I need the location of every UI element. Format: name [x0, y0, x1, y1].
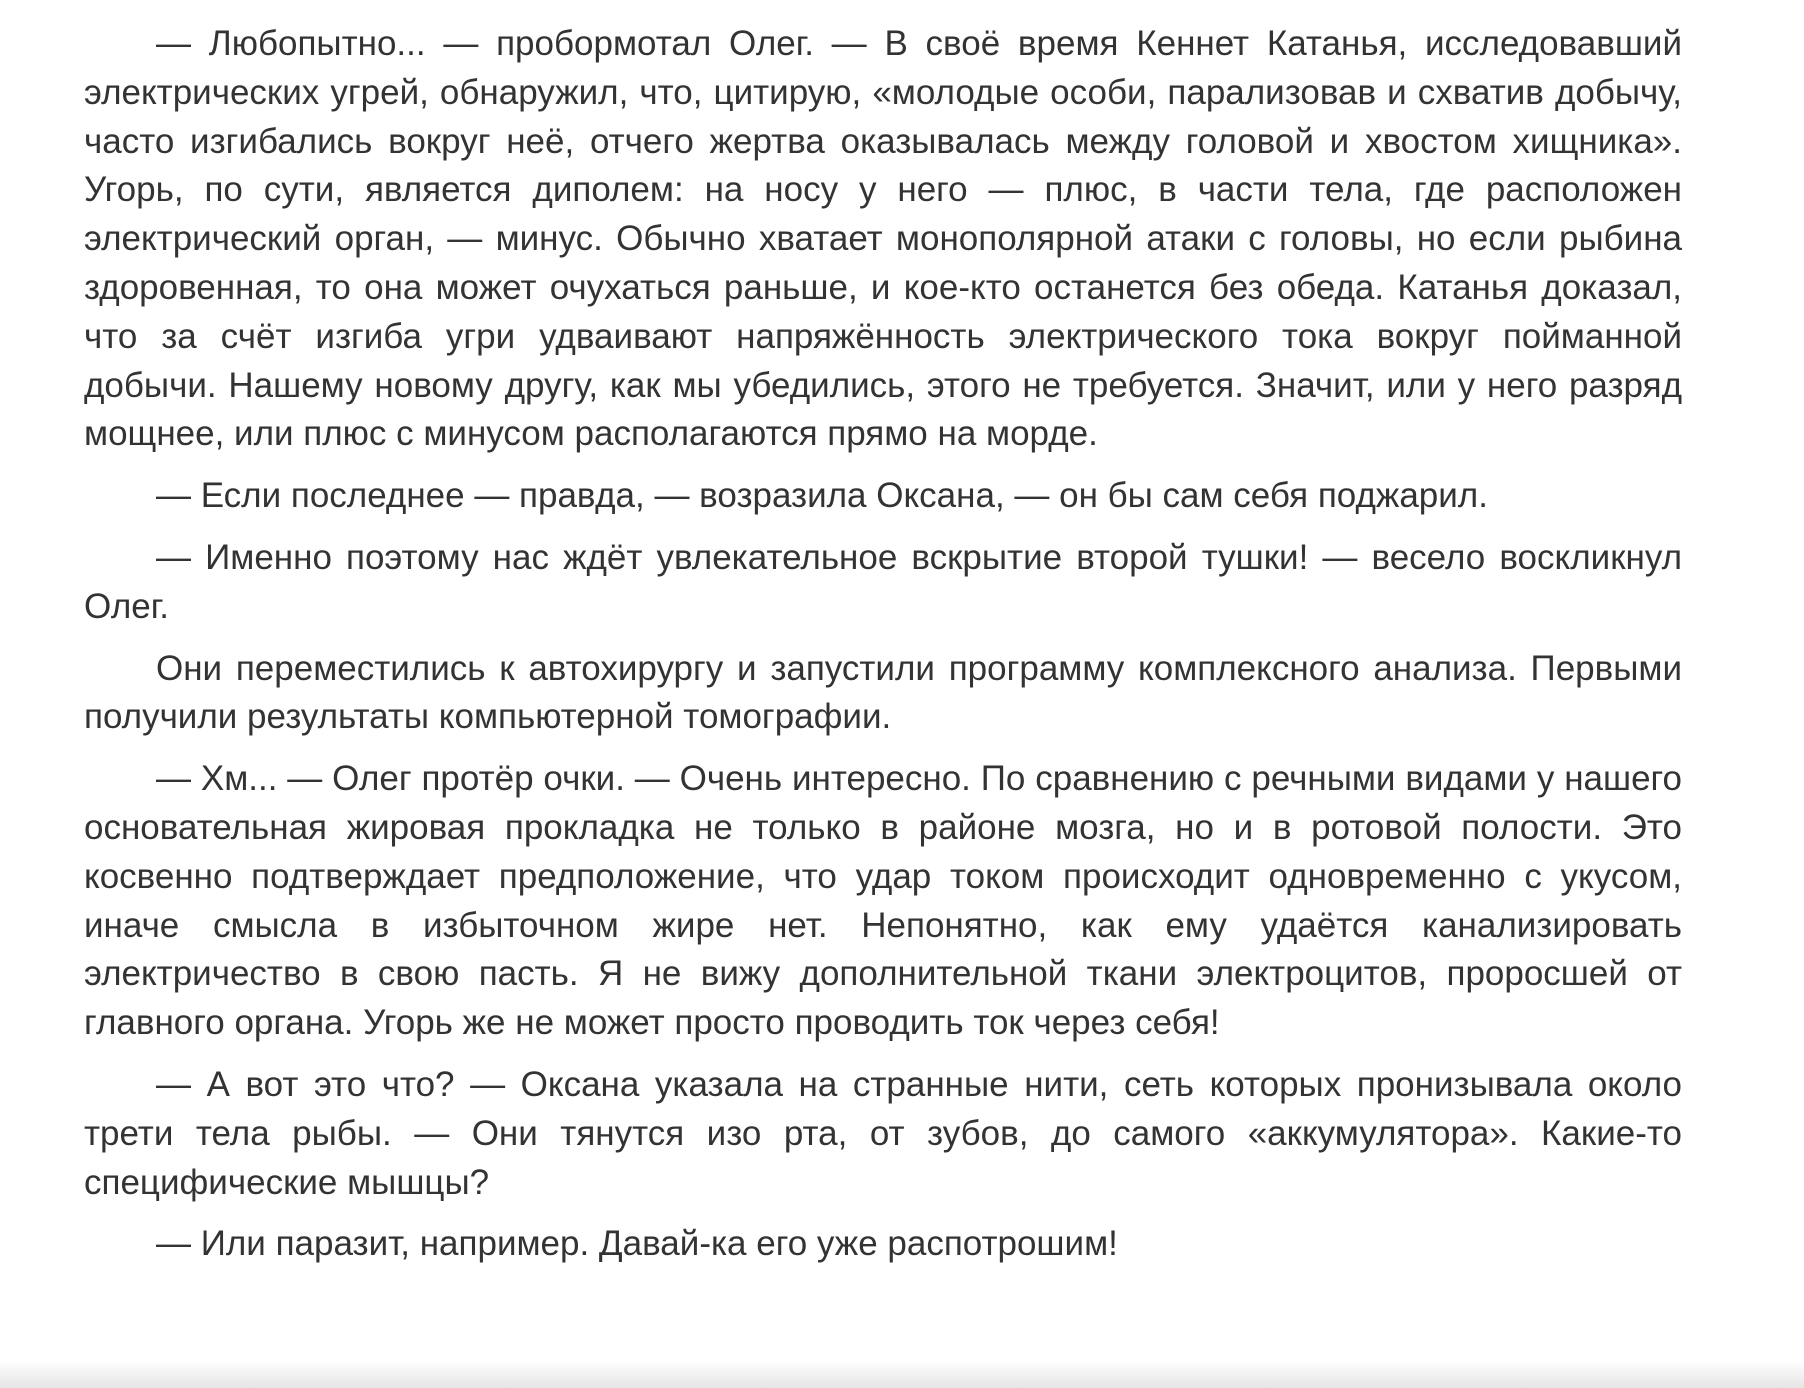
paragraph-4: Они переместились к автохирургу и запустили программу комплексного анализа. Первыми получили результаты компьютерной томографии.: [84, 648, 1682, 737]
paragraph-7: — Или паразит, например. Давай-ка его уже распотрошим!: [156, 1224, 1118, 1264]
paragraph-6: — А вот это что? — Оксана указала на странные нити, сеть которых пронизывала около трети тела рыбы. — Они тянутся изо рта, от зубов, до самого «аккумулятора». Какие-то специфические мышцы?: [84, 1064, 1682, 1202]
paragraph-2: — Если последнее — правда, — возразила Оксана, — он бы сам себя поджарил.: [156, 476, 1488, 516]
page-bottom-shadow: [0, 1360, 1804, 1388]
book-page: [84, 20, 1682, 1282]
paragraph-1: — Любопытно... — пробормотал Олег. — В своё время Кеннет Катанья, исследовавший электрических угрей, обнаружил, что, цитирую, «молодые особи, парализовав и схватив добычу, часто изгибались вокруг неё, отчего жертва оказывалась между головой и хвостом хищника». Угорь, по сути, является диполем: на носу у него — плюс, в части тела, где расположен электрический орган, — минус. Обычно хватает монополярной атаки с головы, но если рыбина здоровенная, то она может очухаться раньше, и кое-кто останется без обеда. Катанья доказал, что за счёт изгиба угри удваивают напряжённость электрического тока вокруг пойманной добычи. Нашему новому другу, как мы убедились, этого не требуется. Значит, или у него разряд мощнее, или плюс с минусом располагаются прямо на морде.: [84, 24, 1682, 454]
paragraph-5: — Хм... — Олег протёр очки. — Очень интересно. По сравнению с речными видами у нашего основательная жировая прокладка не только в районе мозга, но и в ротовой полости. Это косвенно подтверждает предположение, что удар током происходит одновременно с укусом, иначе смысла в избыточном жире нет. Непонятно, как ему удаётся канализировать электричество в свою пасть. Я не вижу дополнительной ткани электроцитов, проросшей от главного органа. Угорь же не может просто проводить ток через себя!: [84, 759, 1682, 1043]
paragraph-3: — Именно поэтому нас ждёт увлекательное вскрытие второй тушки! — весело воскликнул Олег.: [84, 537, 1682, 626]
